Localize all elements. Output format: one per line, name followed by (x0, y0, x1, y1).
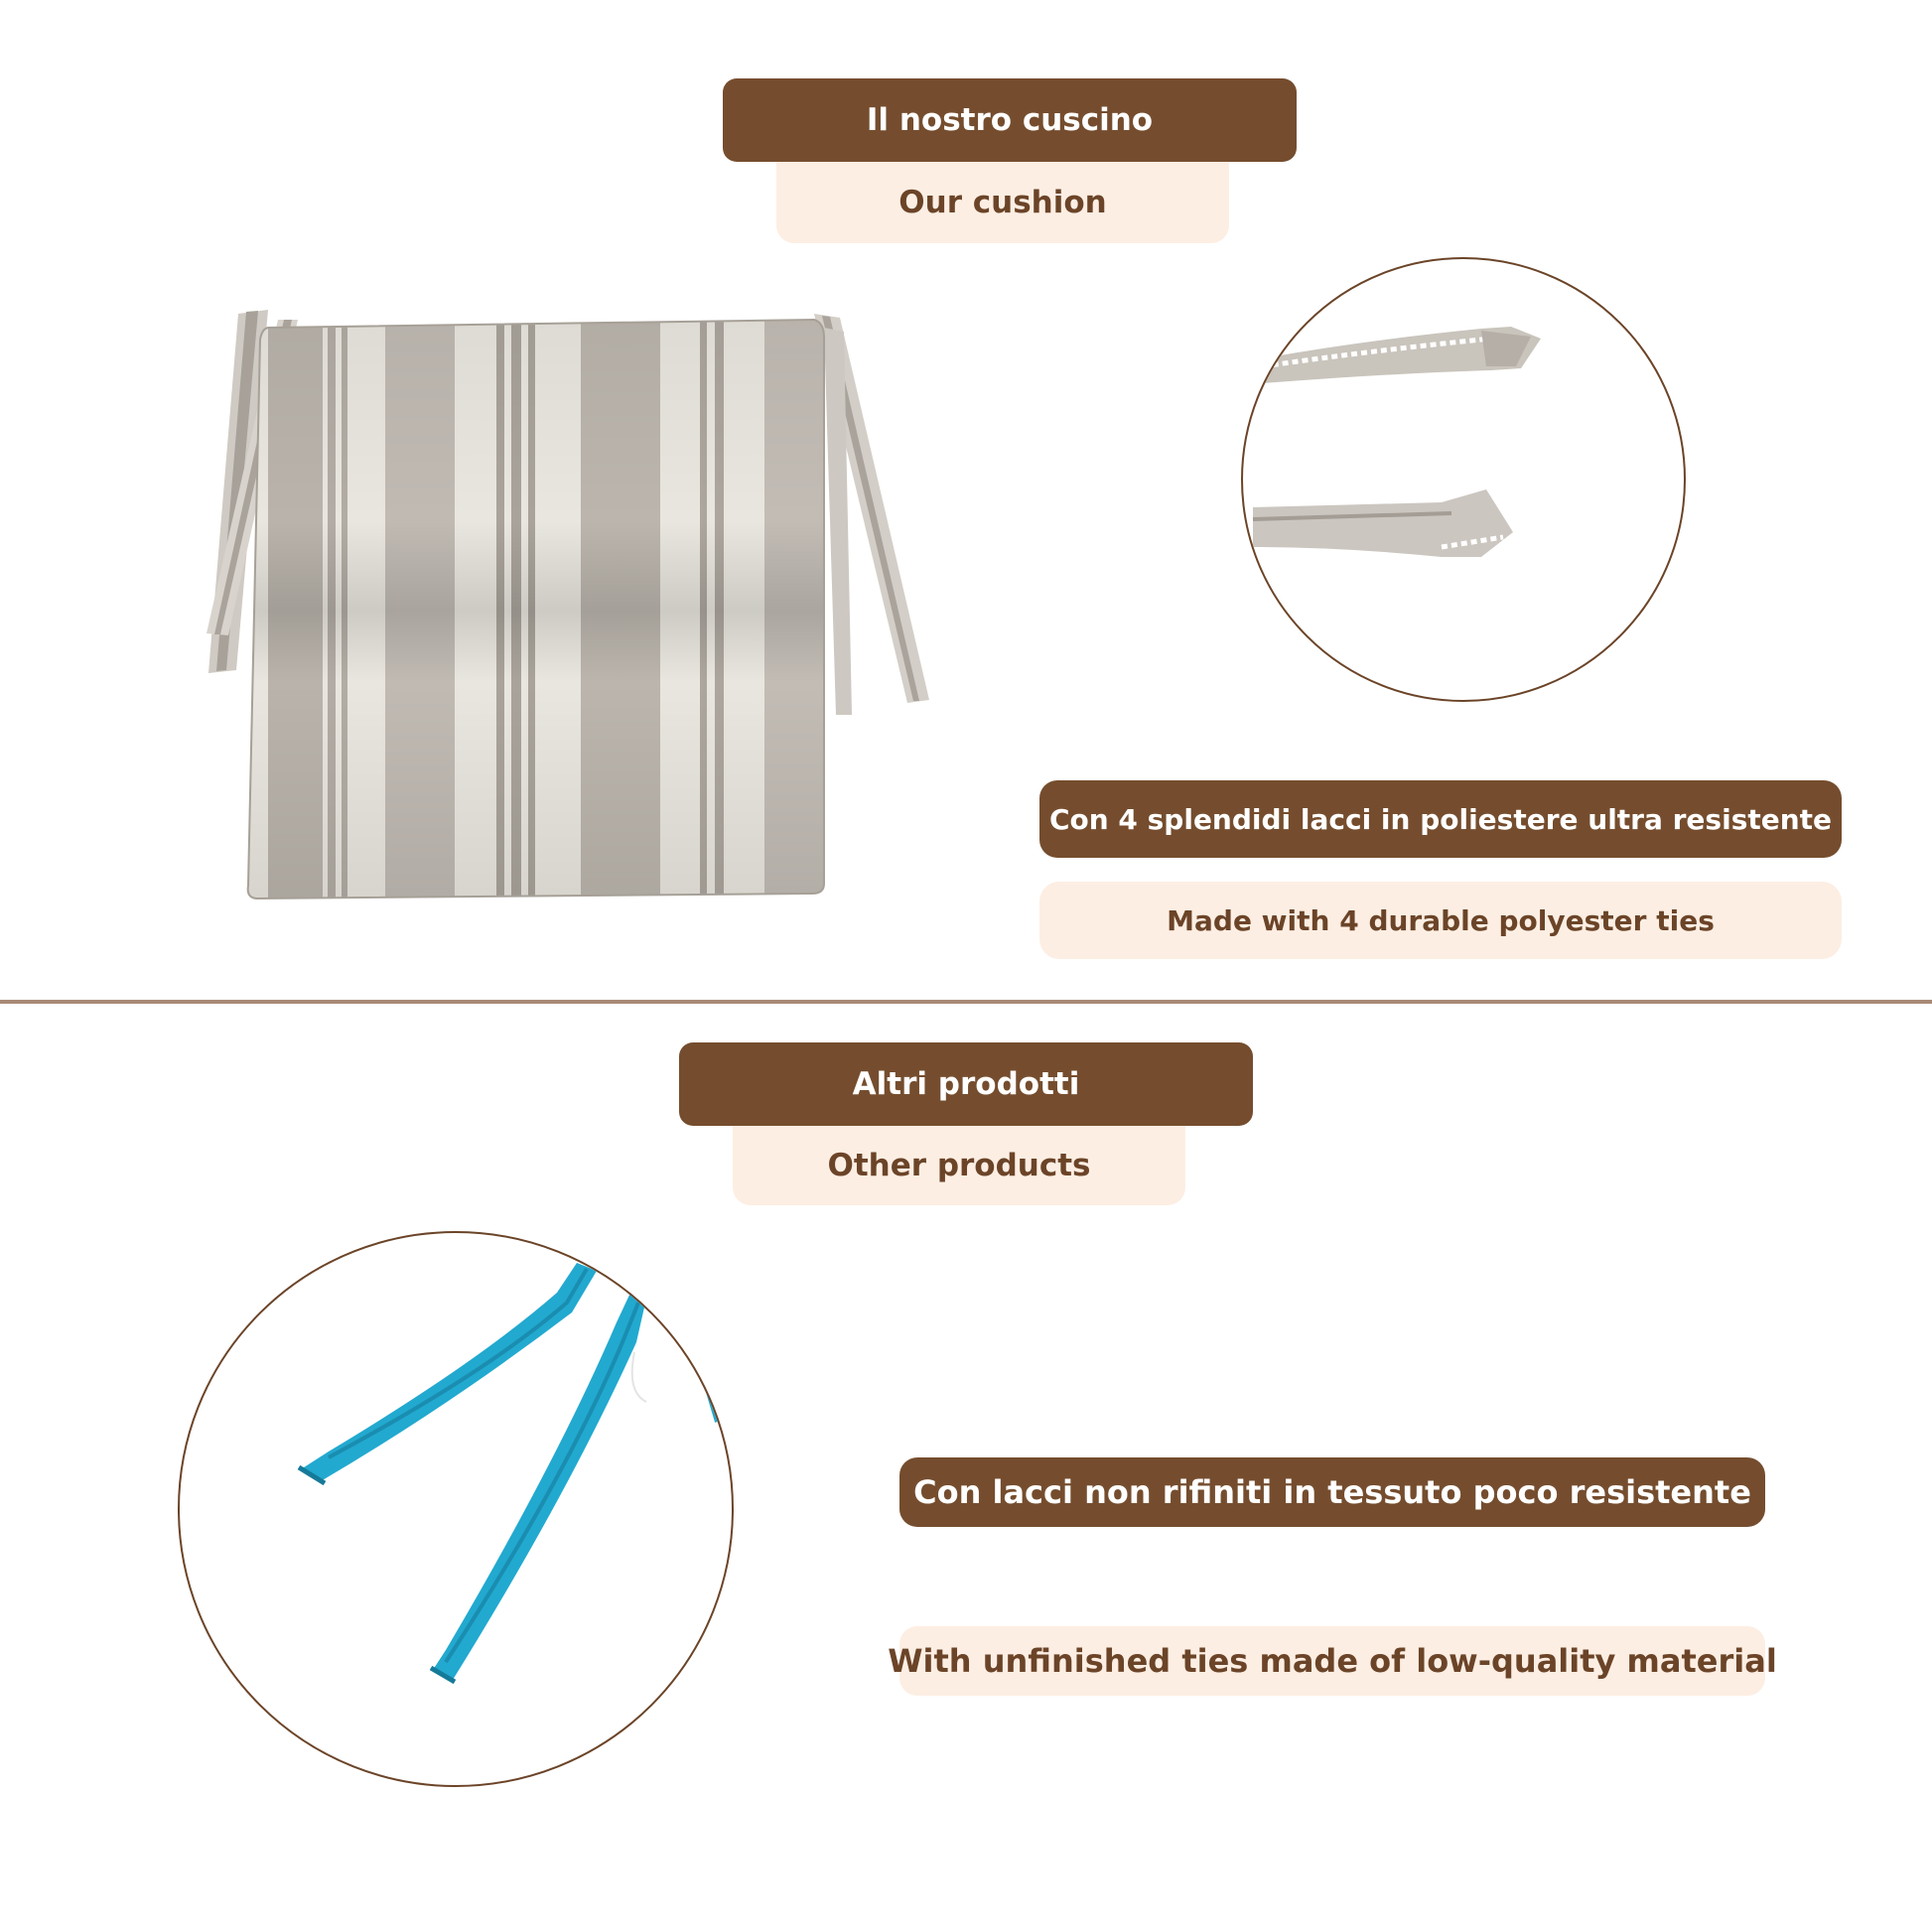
other-products-title-en: Other products (733, 1126, 1185, 1205)
other-products-title-it: Altri prodotti (679, 1042, 1253, 1126)
other-feature-en: With unfinished ties made of low-quality material (899, 1626, 1765, 1696)
section-divider (0, 1000, 1932, 1004)
other-feature-it: Con lacci non rifiniti in tessuto poco resistente (899, 1457, 1765, 1527)
our-cushion-title-it: Il nostro cuscino (723, 78, 1297, 162)
striped-cushion-photo (129, 298, 953, 913)
our-feature-en: Made with 4 durable polyester ties (1039, 882, 1842, 959)
our-feature-it: Con 4 splendidi lacci in poliestere ultra resistente (1039, 780, 1842, 858)
our-cushion-title-en: Our cushion (776, 162, 1229, 243)
blue-tie-closeup-photo (178, 1231, 734, 1787)
cushion-tie-closeup-photo (1241, 257, 1686, 702)
